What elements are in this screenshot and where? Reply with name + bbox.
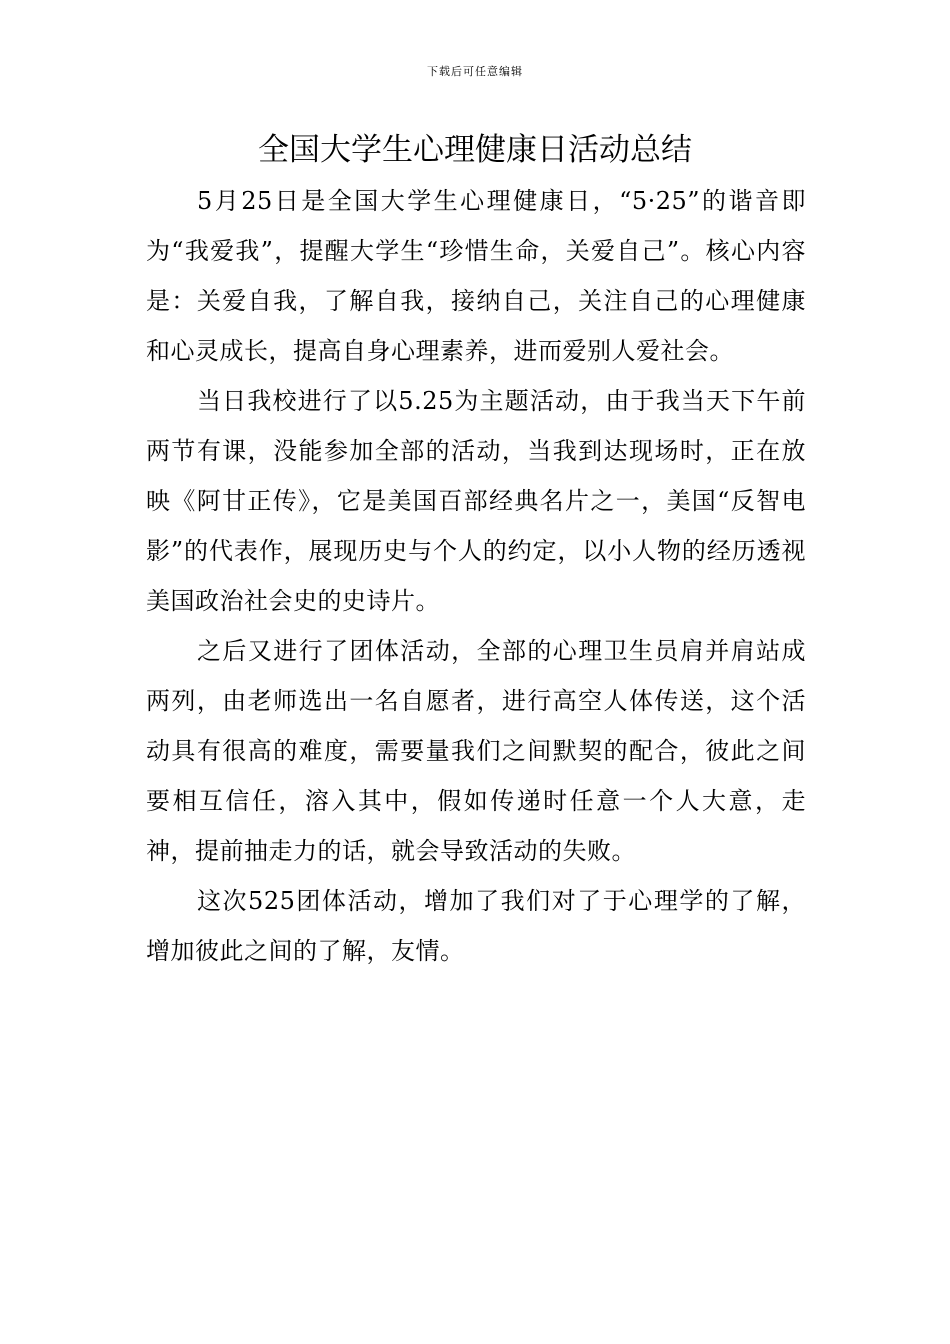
paragraph-2: 当日我校进行了以5.25为主题活动，由于我当天下午前两节有课，没能参加全部的活动，当我到达现场时，正在放映《阿甘正传》，它是美国百部经典名片之一，美国“反智电影”的代表作，展现历史与个人的约定，以小人物的经历透视美国政治社会史的史诗片。 xyxy=(146,387,806,615)
paragraph-3: 之后又进行了团体活动，全部的心理卫生员肩并肩站成两列，由老师选出一名自愿者，进行高空人体传送，这个活动具有很高的难度，需要量我们之间默契的配合，彼此之间要相互信任，溶入其中，假如传递时任意一个人大意，走神，提前抽走力的话，就会导致活动的失败。 xyxy=(146,637,806,865)
document-body xyxy=(146,176,806,976)
header-note: 下载后可任意编辑 xyxy=(427,65,523,78)
paragraph-4: 这次525团体活动，增加了我们对了于心理学的了解，增加彼此之间的了解，友情。 xyxy=(146,887,806,965)
document-title: 全国大学生心理健康日活动总结 xyxy=(258,132,692,168)
paragraph-1: 5月25日是全国大学生心理健康日，“5·25”的谐音即为“我爱我”，提醒大学生“珍惜生命，关爱自己”。核心内容是：关爱自我，了解自我，接纳自己，关注自己的心理健康和心灵成长，提高自身心理素养，进而爱别人爱社会。 xyxy=(146,187,806,365)
